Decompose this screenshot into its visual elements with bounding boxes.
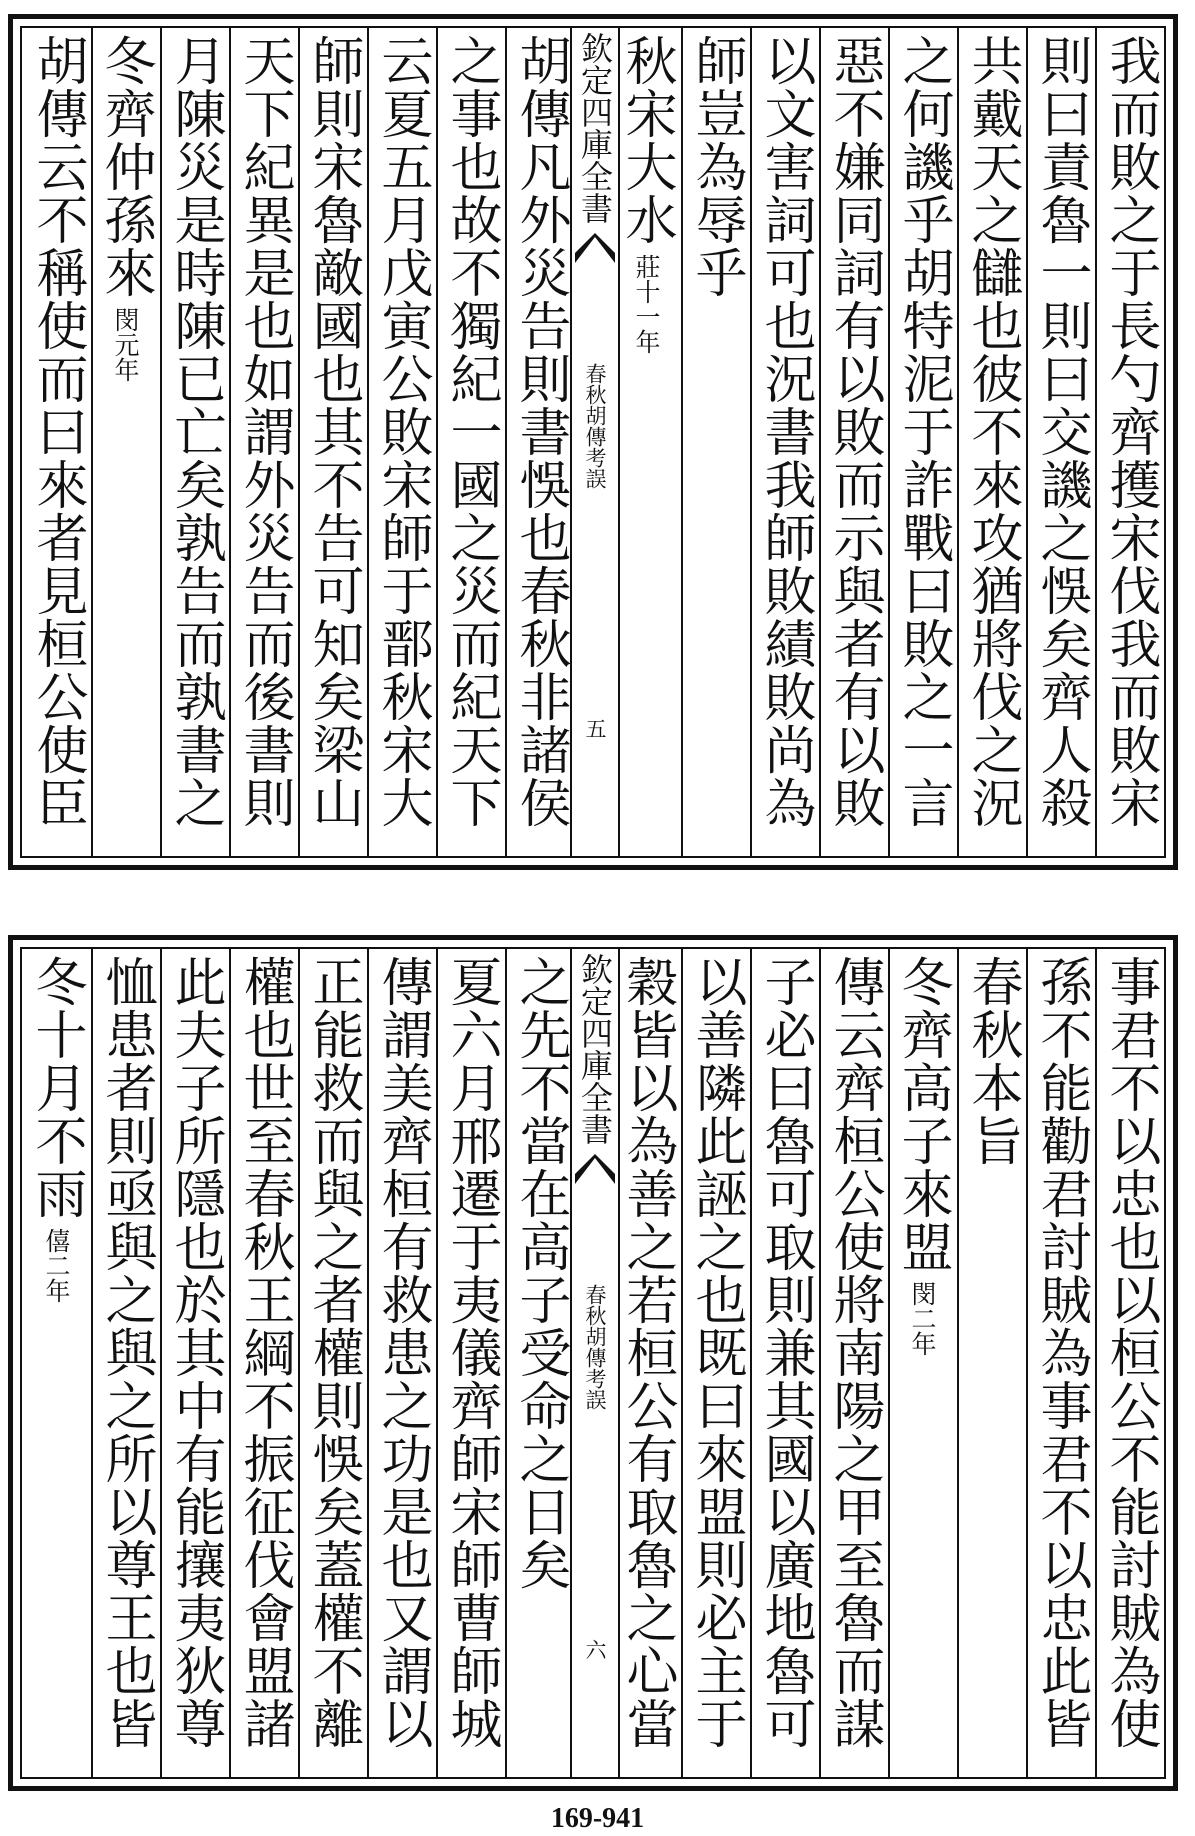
bottom-left-half <box>22 949 574 1777</box>
text-column: 恤患者則亟與之與之所以尊王也皆 <box>91 949 160 1777</box>
event-heading-column <box>22 949 91 1777</box>
text-column: 孫不能勸君討賊為事君不以忠此皆 <box>1026 949 1095 1777</box>
text-column: 事君不以忠也以桓公不能討賊為使 <box>1095 949 1164 1777</box>
center-margin <box>570 28 620 856</box>
event-date-note: 莊十一年 <box>632 254 661 354</box>
event-heading: 秋宋大水 <box>616 34 676 246</box>
leaf-number: 五 <box>583 718 607 739</box>
text-column: 正能救而與之者權則悞矣蓋權不離 <box>298 949 367 1777</box>
text-column: 之事也故不獨紀一國之災而紀天下 <box>436 28 505 856</box>
top-page <box>8 14 1178 870</box>
text-column: 春秋本旨 <box>957 949 1026 1777</box>
text-column: 之何譏乎胡特泥于詐戰曰敗之一言 <box>888 28 957 856</box>
text-column: 傳謂美齊桓有救患之功是也又謂以 <box>367 949 436 1777</box>
text-column: 傳云齊桓公使將南陽之甲至魯而謀 <box>819 949 888 1777</box>
text-column: 胡傳凡外災告則書悞也春秋非諸侯 <box>505 28 574 856</box>
text-column: 以文害詞可也況書我師敗績敗尚為 <box>750 28 819 856</box>
event-heading: 夏六月邢遷于夷儀齊師宋師曹師城 <box>441 955 501 1750</box>
text-column: 胡傳云不稱使而曰來者見桓公使臣 <box>27 34 87 829</box>
event-date-note: 閔二年 <box>908 1281 937 1356</box>
collection-title: 欽定四庫全書 <box>576 953 614 1145</box>
book-title: 春秋胡傳考誤 <box>583 363 607 489</box>
text-column: 則曰責魯一則曰交譏之悞矣齊人殺 <box>1026 28 1095 856</box>
event-date-note: 僖二年 <box>42 1228 71 1303</box>
center-margin <box>570 949 620 1777</box>
event-heading-column <box>888 949 957 1777</box>
text-column: 月陳災是時陳已亡矣孰告而孰書之 <box>160 28 229 856</box>
top-page-frame <box>20 26 1166 858</box>
text-column: 權也世至春秋王綱不振征伐會盟諸 <box>229 949 298 1777</box>
fishtail-mark-icon <box>575 1154 615 1184</box>
top-right-half <box>612 28 1164 856</box>
event-heading-column <box>436 949 505 1777</box>
text-column: 我而敗之于長勺齊擭宋伐我而敗宋 <box>1095 28 1164 856</box>
event-heading-column <box>612 28 681 856</box>
event-heading: 冬十月不雨 <box>26 955 86 1220</box>
text-column: 師豈為辱乎 <box>681 28 750 856</box>
text-column: 子必曰魯可取則兼其國以廣地魯可 <box>750 949 819 1777</box>
text-column: 云夏五月戊寅公敗宋師于鄑秋宋大 <box>367 28 436 856</box>
text-column: 穀皆以為善之若桓公有取魯之心當 <box>617 955 677 1750</box>
bottom-right-half <box>612 949 1164 1777</box>
book-title: 春秋胡傳考誤 <box>583 1284 607 1410</box>
text-column: 惡不嫌同詞有以敗而示與者有以敗 <box>819 28 888 856</box>
collection-title: 欽定四庫全書 <box>576 32 614 224</box>
top-left-half <box>22 28 574 856</box>
fishtail-mark-icon <box>575 233 615 263</box>
text-column: 師則宋魯敵國也其不告可知矣梁山 <box>298 28 367 856</box>
leaf-number: 六 <box>583 1639 607 1660</box>
text-column: 以善隣此誣之也既曰來盟則必主于 <box>681 949 750 1777</box>
folio-number: 169-941 <box>550 1803 645 1834</box>
text-column: 此夫子所隱也於其中有能攘夷狄尊 <box>160 949 229 1777</box>
text-column: 之先不當在高子受命之日矣 <box>505 949 574 1777</box>
bottom-page-frame <box>20 947 1166 1779</box>
bottom-page <box>8 935 1178 1791</box>
event-heading-column <box>91 28 160 856</box>
event-heading: 冬齊仲孫來 <box>95 34 155 299</box>
event-heading: 冬齊高子來盟 <box>892 955 952 1273</box>
event-date-note: 閔元年 <box>111 307 140 382</box>
text-column: 天下紀異是也如謂外災告而後書則 <box>229 28 298 856</box>
text-column: 共戴天之讎也彼不來攻猶將伐之況 <box>957 28 1026 856</box>
